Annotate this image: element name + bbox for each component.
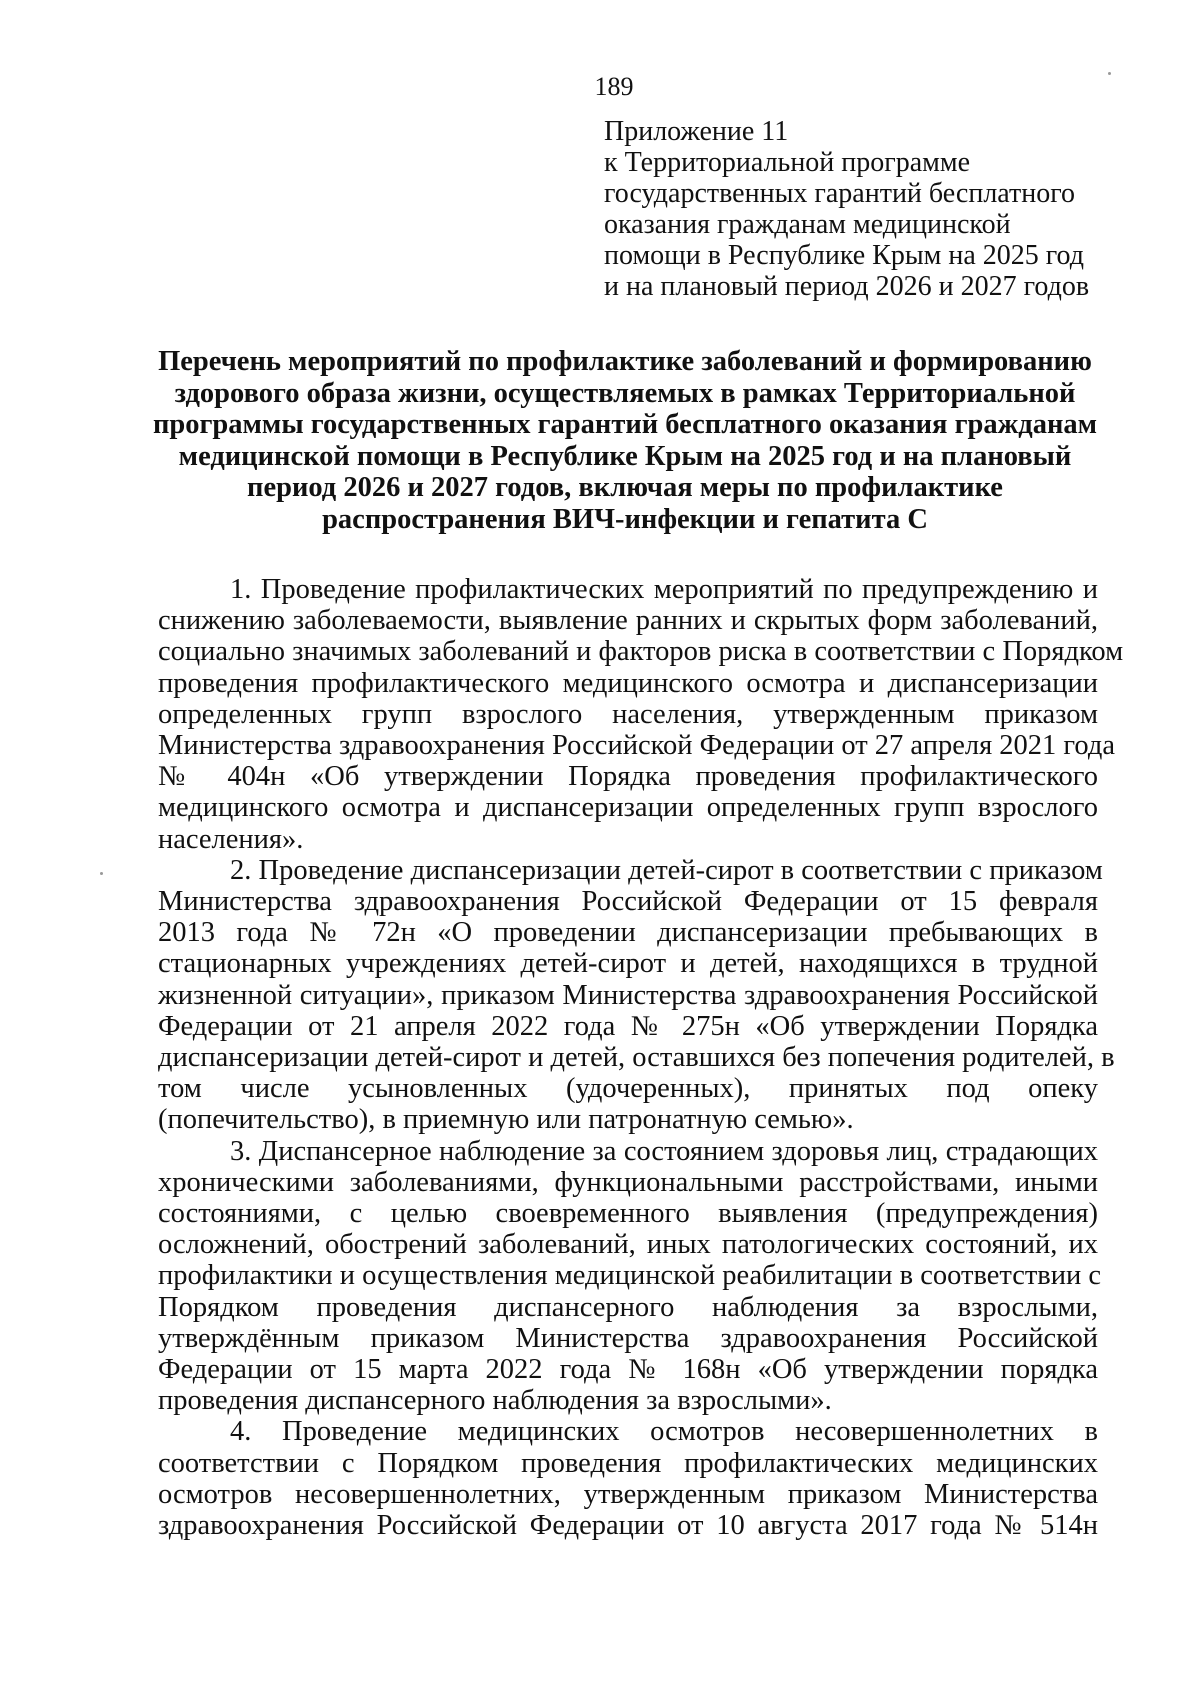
appendix-line: и на плановый период 2026 и 2027 годов <box>604 271 1090 302</box>
title-line: распространения ВИЧ-инфекции и гепатита С <box>322 503 928 535</box>
paragraph-line: том числе усыновленных (удочеренных), принятых под опеку <box>158 1073 1098 1105</box>
paragraph-line: 4. Проведение медицинских осмотров несовершеннолетних в <box>230 1416 1098 1448</box>
paragraph-line: социально значимых заболеваний и факторов риска в соответствии с Порядком <box>158 636 1124 668</box>
appendix-line: помощи в Республике Крым на 2025 год <box>604 240 1084 271</box>
paragraph-line: хроническими заболеваниями, функциональными расстройствами, иными <box>158 1166 1098 1198</box>
paragraph-line: Федерации от 15 марта 2022 года № 168н «Об утверждении порядка <box>158 1354 1098 1386</box>
paragraph-2 <box>158 854 1115 1136</box>
appendix-line: к Территориальной программе <box>604 147 971 178</box>
paragraph-line: здравоохранения Российской Федерации от 10 августа 2017 года № 514н <box>158 1510 1098 1542</box>
appendix-line: государственных гарантий бесплатного <box>604 178 1076 209</box>
appendix-header <box>604 116 1164 302</box>
paragraph-line: осложнений, обострений заболеваний, иных патологических состояний, их <box>158 1229 1098 1261</box>
scan-speck <box>1108 72 1111 75</box>
paragraph-line: проведения диспансерного наблюдения за взрослыми». <box>158 1385 832 1417</box>
appendix-line: Приложение 11 <box>604 116 789 147</box>
paragraph-line: определенных групп взрослого населения, утвержденным приказом <box>158 698 1098 730</box>
paragraph-line: (попечительство), в приемную или патронатную семью». <box>158 1104 854 1136</box>
paragraph-line: диспансеризации детей-сирот и детей, оставшихся без попечения родителей, в <box>158 1042 1115 1074</box>
paragraph-line: Федерации от 21 апреля 2022 года № 275н «Об утверждении Порядка <box>158 1010 1098 1042</box>
paragraph-line: 3. Диспансерное наблюдение за состоянием здоровья лиц, страдающих <box>230 1135 1098 1167</box>
paragraph-line: осмотров несовершеннолетних, утвержденным приказом Министерства <box>158 1478 1098 1510</box>
title-line: Перечень мероприятий по профилактике заболеваний и формированию <box>158 346 1092 377</box>
title-line: медицинской помощи в Республике Крым на 2025 год и на плановый <box>178 440 1072 472</box>
paragraph-line: проведения профилактического медицинского осмотра и диспансеризации <box>158 667 1098 699</box>
paragraph-line: утверждённым приказом Министерства здравоохранения Российской <box>158 1322 1098 1354</box>
paragraph-line: Министерства здравоохранения Российской Федерации от 27 апреля 2021 года <box>158 730 1115 762</box>
paragraph-line: соответствии с Порядком проведения профилактических медицинских <box>158 1447 1098 1479</box>
paragraph-line: № 404н «Об утверждении Порядка проведения профилактического <box>158 761 1098 793</box>
appendix-line: оказания гражданам медицинской <box>604 209 1011 240</box>
paragraph-line: 1. Проведение профилактических мероприятий по предупреждению и <box>230 574 1098 605</box>
title-line: период 2026 и 2027 годов, включая меры по профилактике <box>247 472 1003 503</box>
document-body <box>158 574 1124 1542</box>
document-title <box>150 346 1100 535</box>
paragraph-line: медицинского осмотра и диспансеризации определенных групп взрослого <box>158 792 1098 824</box>
title-line: здорового образа жизни, осуществляемых в рамках Территориальной <box>174 377 1076 409</box>
paragraph-3 <box>158 1135 1102 1417</box>
paragraph-line: 2013 года № 72н «О проведении диспансеризации пребывающих в <box>158 917 1098 949</box>
paragraph-line: 2. Проведение диспансеризации детей-сирот в соответствии с приказом <box>230 854 1103 886</box>
paragraph-line: состояниями, с целью своевременного выявления (предупреждения) <box>158 1198 1098 1230</box>
paragraph-line: профилактики и осуществления медицинской реабилитации в соответствии с <box>158 1260 1102 1292</box>
title-line: программы государственных гарантий бесплатного оказания гражданам <box>152 409 1098 440</box>
page-number: 189 <box>594 72 634 101</box>
paragraph-line: населения». <box>158 823 304 855</box>
paragraph-line: стационарных учреждениях детей-сирот и детей, находящихся в трудной <box>158 948 1098 980</box>
paragraph-line: жизненной ситуации», приказом Министерства здравоохранения Российской <box>158 979 1098 1011</box>
paragraph-4 <box>158 1416 1098 1541</box>
paragraph-line: Министерства здравоохранения Российской Федерации от 15 февраля <box>158 886 1098 918</box>
scan-speck <box>100 872 103 875</box>
paragraph-line: Порядком проведения диспансерного наблюдения за взрослыми, <box>158 1291 1098 1323</box>
paragraph-1 <box>158 574 1124 855</box>
paragraph-line: снижению заболеваемости, выявление ранних и скрытых форм заболеваний, <box>158 605 1098 637</box>
